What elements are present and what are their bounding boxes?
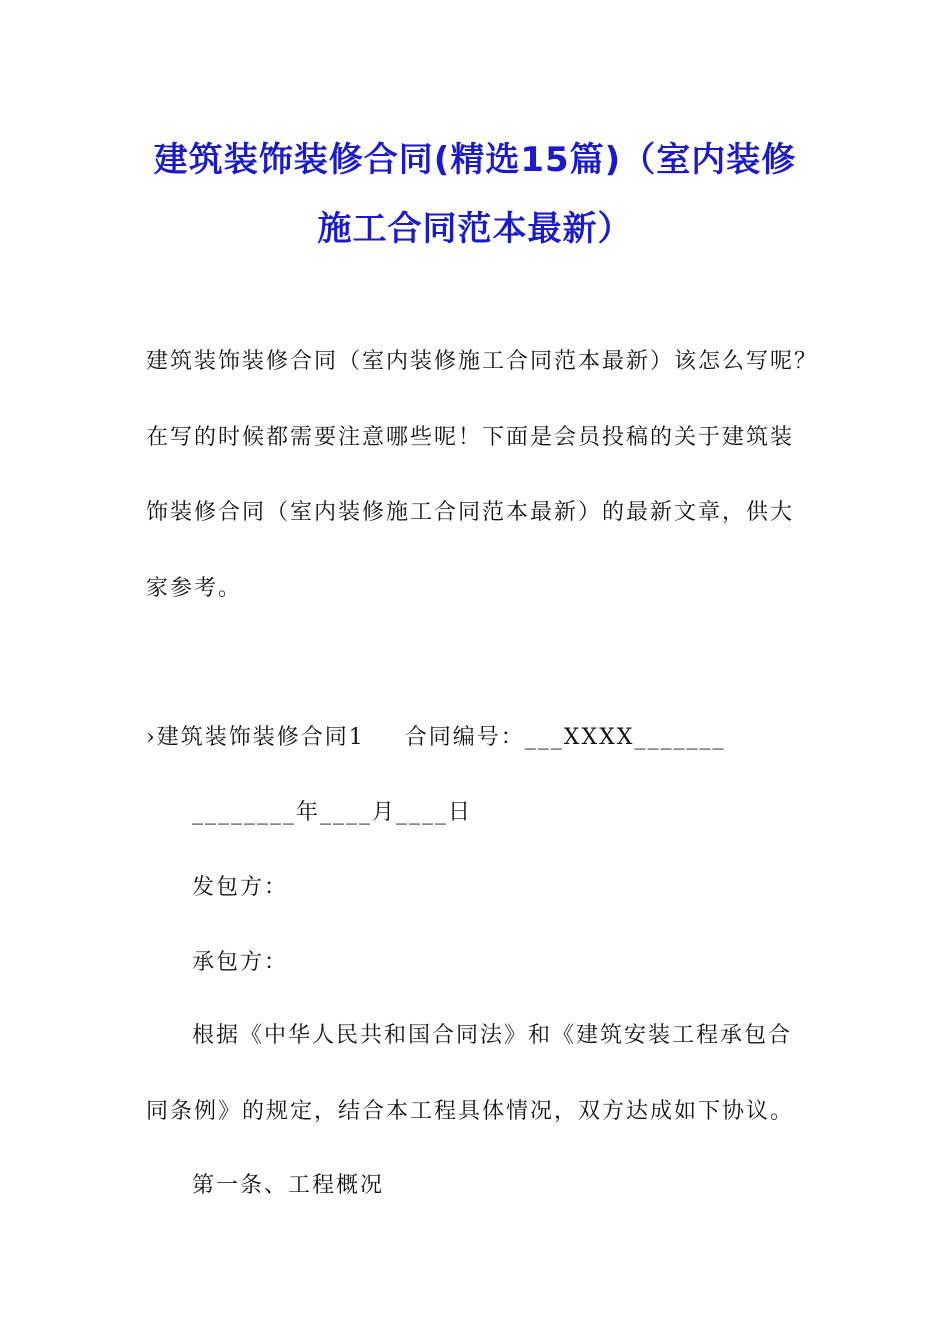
intro-line-3: 饰装修合同（室内装修施工合同范本最新）的最新文章，供大: [146, 500, 795, 525]
party-b-label: 承包方：: [192, 950, 289, 975]
intro-line-1: 建筑装饰装修合同（室内装修施工合同范本最新）该怎么写呢？: [146, 349, 819, 374]
intro-line-4: 家参考。: [146, 576, 243, 601]
contract-number: 合同编号：___XXXX_______: [404, 725, 726, 750]
document-title-line-2: 施工合同范本最新）: [317, 209, 633, 249]
document-title-line-1: 建筑装饰装修合同(精选15篇)（室内装修: [153, 140, 797, 180]
contract-heading-row: [146, 720, 725, 751]
contract-heading: ›建筑装饰装修合同1: [146, 725, 365, 750]
party-a-label: 发包方：: [192, 875, 289, 900]
intro-line-2: 在写的时候都需要注意哪些呢！下面是会员投稿的关于建筑装: [146, 425, 795, 450]
article-1-heading: 第一条、工程概况: [192, 1173, 385, 1198]
basis-line-2: 同条例》的规定，结合本工程具体情况，双方达成如下协议。: [146, 1099, 795, 1124]
basis-line-1: 根据《中华人民共和国合同法》和《建筑安装工程承包合: [192, 1023, 793, 1048]
date-line: ________年____月____日: [192, 800, 473, 825]
